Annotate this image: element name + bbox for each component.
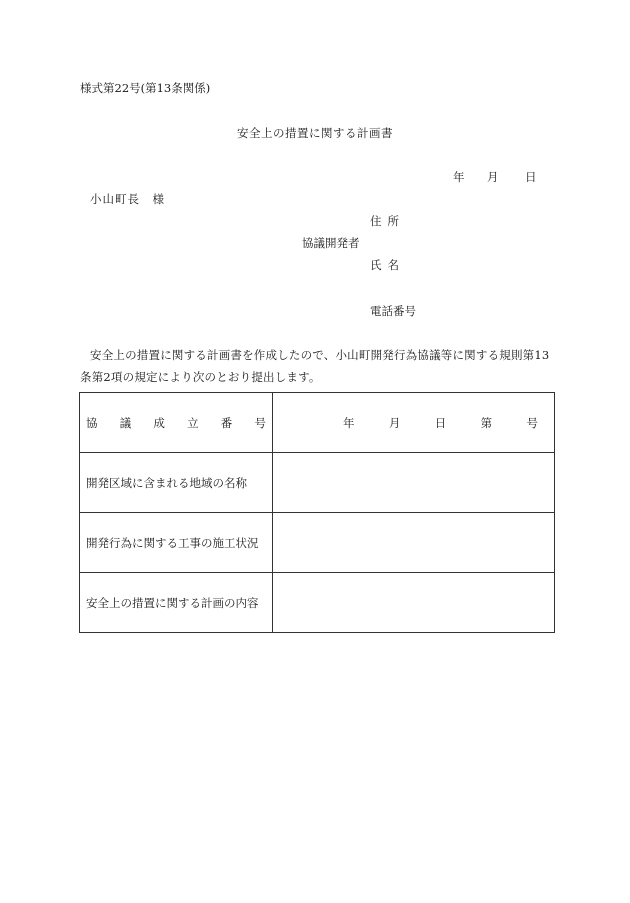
agreement-go-label: 号 (526, 415, 538, 430)
phone-label: 電話番号 (370, 304, 416, 318)
name-label: 氏名 (370, 258, 405, 272)
address-label: 住所 (370, 214, 405, 228)
body-text-line-2: 条第2項の規定により次のとおり提出します。 (80, 370, 321, 384)
agreement-month-label: 月 (388, 415, 401, 430)
table-row-agreement-number (80, 393, 555, 453)
safety-plan-label: 安全上の措置に関する計画の内容 (80, 573, 273, 633)
document-title: 安全上の措置に関する計画書 (237, 126, 393, 140)
developer-label: 協議開発者 (302, 236, 360, 250)
agreement-number-label (80, 393, 273, 453)
date-year-label: 年 (453, 170, 465, 184)
agreement-no-label: 第 (480, 415, 493, 430)
table-row-construction-status (80, 513, 555, 573)
addressee: 小山町長 様 (90, 192, 165, 206)
table-row-area-name (80, 453, 555, 513)
agreement-number-char: 号 (254, 415, 266, 430)
agreement-day-label: 日 (434, 415, 447, 430)
agreement-number-char: 番 (220, 415, 233, 430)
construction-status-label: 開発行為に関する工事の施工状況 (80, 513, 273, 573)
agreement-number-char: 立 (187, 415, 199, 430)
body-text-line-1: 安全上の措置に関する計画書を作成したので、小山町開発行為協議等に関する規則第13 (90, 348, 550, 362)
safety-plan-value[interactable] (273, 573, 555, 633)
agreement-number-char: 議 (119, 415, 132, 430)
date-month-label: 月 (487, 170, 499, 184)
table-row-safety-plan (80, 573, 555, 633)
form-number: 様式第22号(第13条関係) (80, 81, 211, 95)
agreement-year-label: 年 (343, 415, 355, 430)
date-day-label: 日 (525, 170, 537, 184)
agreement-number-char: 協 (86, 415, 98, 430)
agreement-number-char: 成 (153, 415, 165, 430)
area-name-label: 開発区域に含まれる地域の名称 (80, 453, 273, 513)
construction-status-value[interactable] (273, 513, 555, 573)
info-table (79, 392, 555, 633)
area-name-value[interactable] (273, 453, 555, 513)
agreement-number-value[interactable] (273, 393, 555, 453)
